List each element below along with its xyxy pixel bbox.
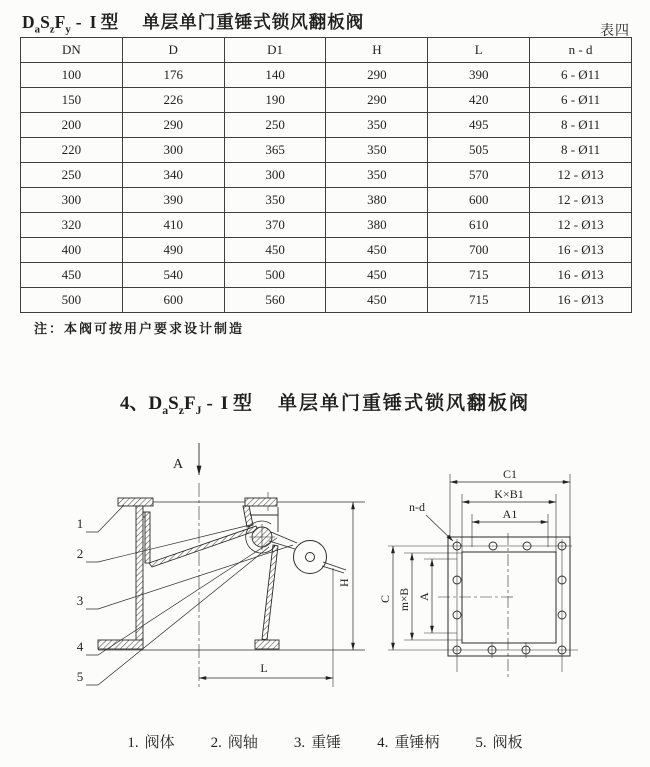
table-cell: 450 xyxy=(21,263,123,288)
table-cell: 220 xyxy=(21,138,123,163)
table-header-cell: n - d xyxy=(530,38,632,63)
table-row xyxy=(21,213,632,238)
dim-a-label: A xyxy=(417,592,431,601)
table-header-cell: L xyxy=(428,38,530,63)
table-cell: 290 xyxy=(326,88,428,113)
parts-legend xyxy=(0,731,650,752)
section-title-text: 单层单门重锤式锁风翻板阀 xyxy=(277,393,530,414)
table-cell: 365 xyxy=(224,138,326,163)
table-cell: 350 xyxy=(224,188,326,213)
table-header-cell: D1 xyxy=(224,38,326,63)
dim-c1 xyxy=(450,467,570,538)
table-header-cell: DN xyxy=(21,38,123,63)
legend-item xyxy=(127,731,174,752)
section-model-code: $D_aS_zF_J$ - I 型 xyxy=(148,393,252,417)
part-number-1: 1 xyxy=(76,516,84,531)
table-cell: 500 xyxy=(224,263,326,288)
table-header-row xyxy=(21,38,632,63)
table-row xyxy=(21,288,632,313)
table-row xyxy=(21,63,632,88)
table-cell: 420 xyxy=(428,88,530,113)
table-cell: 300 xyxy=(21,188,123,213)
table-cell: 390 xyxy=(428,63,530,88)
dimension-table xyxy=(20,37,632,313)
table-number-tag: 表四 xyxy=(600,22,630,38)
dim-a1-label: A1 xyxy=(502,507,518,521)
table-cell: 250 xyxy=(21,163,123,188)
dim-nd xyxy=(409,500,453,541)
table-header-cell: H xyxy=(326,38,428,63)
table-cell: 495 xyxy=(428,113,530,138)
legend-item xyxy=(294,731,341,752)
dim-h-label: H xyxy=(337,578,351,587)
doc-header xyxy=(22,9,364,36)
table-header-cell: D xyxy=(122,38,224,63)
table-cell: 250 xyxy=(224,113,326,138)
dim-c1-label: C1 xyxy=(502,467,518,481)
front-view xyxy=(378,467,578,680)
legend-item xyxy=(475,731,522,752)
table-cell: 12 - Ø13 xyxy=(530,213,632,238)
table-cell: 12 - Ø13 xyxy=(530,163,632,188)
dim-a1 xyxy=(472,507,548,547)
table-cell: 370 xyxy=(224,213,326,238)
table-cell: 610 xyxy=(428,213,530,238)
legend-item-label: 阀体 xyxy=(144,735,175,751)
table-cell: 200 xyxy=(21,113,123,138)
table-cell: 410 xyxy=(122,213,224,238)
table-cell: 380 xyxy=(326,188,428,213)
view-direction-label: A xyxy=(172,457,184,472)
table-row xyxy=(21,138,632,163)
table-cell: 6 - Ø11 xyxy=(530,88,632,113)
dim-a xyxy=(417,559,457,633)
table-cell: 176 xyxy=(122,63,224,88)
table-cell: 226 xyxy=(122,88,224,113)
table-cell: 6 - Ø11 xyxy=(530,63,632,88)
valve-shaft xyxy=(246,521,275,553)
dim-h xyxy=(337,502,353,650)
legend-item-number: 2. xyxy=(210,735,222,751)
legend-item xyxy=(211,731,258,752)
table-cell: 8 - Ø11 xyxy=(530,138,632,163)
part-number-2: 2 xyxy=(76,546,84,561)
table-body xyxy=(21,63,632,313)
table-cell: 715 xyxy=(428,288,530,313)
table-cell: 600 xyxy=(122,288,224,313)
table-cell: 450 xyxy=(326,238,428,263)
valve-body xyxy=(98,498,279,649)
table-cell: 12 - Ø13 xyxy=(530,188,632,213)
technical-drawing xyxy=(0,435,650,725)
table-cell: 16 - Ø13 xyxy=(530,288,632,313)
table-cell: 150 xyxy=(21,88,123,113)
note-text: 注：本阀可按用户要求设计制造 xyxy=(34,321,245,336)
part-number-5: 5 xyxy=(76,669,84,684)
table-row xyxy=(21,163,632,188)
table-cell: 300 xyxy=(122,138,224,163)
table-cell: 350 xyxy=(326,138,428,163)
table-row xyxy=(21,188,632,213)
table-cell: 380 xyxy=(326,213,428,238)
part-numbers xyxy=(77,516,84,684)
table-cell: 16 - Ø13 xyxy=(530,263,632,288)
model-code: $D_aS_zF_y$ - I 型 xyxy=(22,12,119,36)
table-cell: 290 xyxy=(122,113,224,138)
table-cell: 8 - Ø11 xyxy=(530,113,632,138)
legend-item-number: 4. xyxy=(377,735,389,751)
dim-nd-label: n-d xyxy=(409,500,425,514)
part-number-3: 3 xyxy=(76,593,84,608)
table-cell: 505 xyxy=(428,138,530,163)
table-cell: 320 xyxy=(21,213,123,238)
table-cell: 450 xyxy=(326,288,428,313)
table-row xyxy=(21,113,632,138)
section-index: 4、 xyxy=(120,393,149,414)
table-cell: 600 xyxy=(428,188,530,213)
table-cell: 490 xyxy=(122,238,224,263)
table-cell: 16 - Ø13 xyxy=(530,238,632,263)
table-cell: 390 xyxy=(122,188,224,213)
dim-c xyxy=(378,546,393,650)
side-view xyxy=(77,443,365,688)
table-cell: 140 xyxy=(224,63,326,88)
table-cell: 450 xyxy=(224,238,326,263)
legend-item-number: 1. xyxy=(127,735,139,751)
table-cell: 100 xyxy=(21,63,123,88)
table-cell: 290 xyxy=(326,63,428,88)
table-cell: 400 xyxy=(21,238,123,263)
hammer-weight xyxy=(294,541,347,574)
table-cell: 340 xyxy=(122,163,224,188)
table-cell: 350 xyxy=(326,113,428,138)
table-cell: 300 xyxy=(224,163,326,188)
legend-item xyxy=(377,731,439,752)
section-title xyxy=(0,388,650,418)
legend-item-label: 阀板 xyxy=(492,735,523,751)
dim-l-label: L xyxy=(260,661,268,675)
page-title: 单层单门重锤式锁风翻板阀 xyxy=(142,12,365,32)
legend-item-number: 3. xyxy=(293,735,306,751)
legend-item-label: 重锤 xyxy=(311,735,342,751)
table-cell: 500 xyxy=(21,288,123,313)
dim-kxb1-label: K×B1 xyxy=(494,487,524,501)
dim-c-label: C xyxy=(378,594,392,603)
table-cell: 540 xyxy=(122,263,224,288)
table-cell: 450 xyxy=(326,263,428,288)
table-cell: 350 xyxy=(326,163,428,188)
table-row xyxy=(21,263,632,288)
bolt-holes xyxy=(453,542,566,654)
table-cell: 700 xyxy=(428,238,530,263)
legend-item-label: 阀轴 xyxy=(227,735,258,751)
table-row xyxy=(21,88,632,113)
part-number-4: 4 xyxy=(76,639,84,654)
legend-item-label: 重锤柄 xyxy=(394,735,440,751)
table-cell: 190 xyxy=(224,88,326,113)
legend-item-number: 5. xyxy=(475,735,487,751)
table-cell: 570 xyxy=(428,163,530,188)
table-cell: 560 xyxy=(224,288,326,313)
table-cell: 715 xyxy=(428,263,530,288)
dim-mxb-label: m×B xyxy=(399,587,411,611)
table-row xyxy=(21,238,632,263)
